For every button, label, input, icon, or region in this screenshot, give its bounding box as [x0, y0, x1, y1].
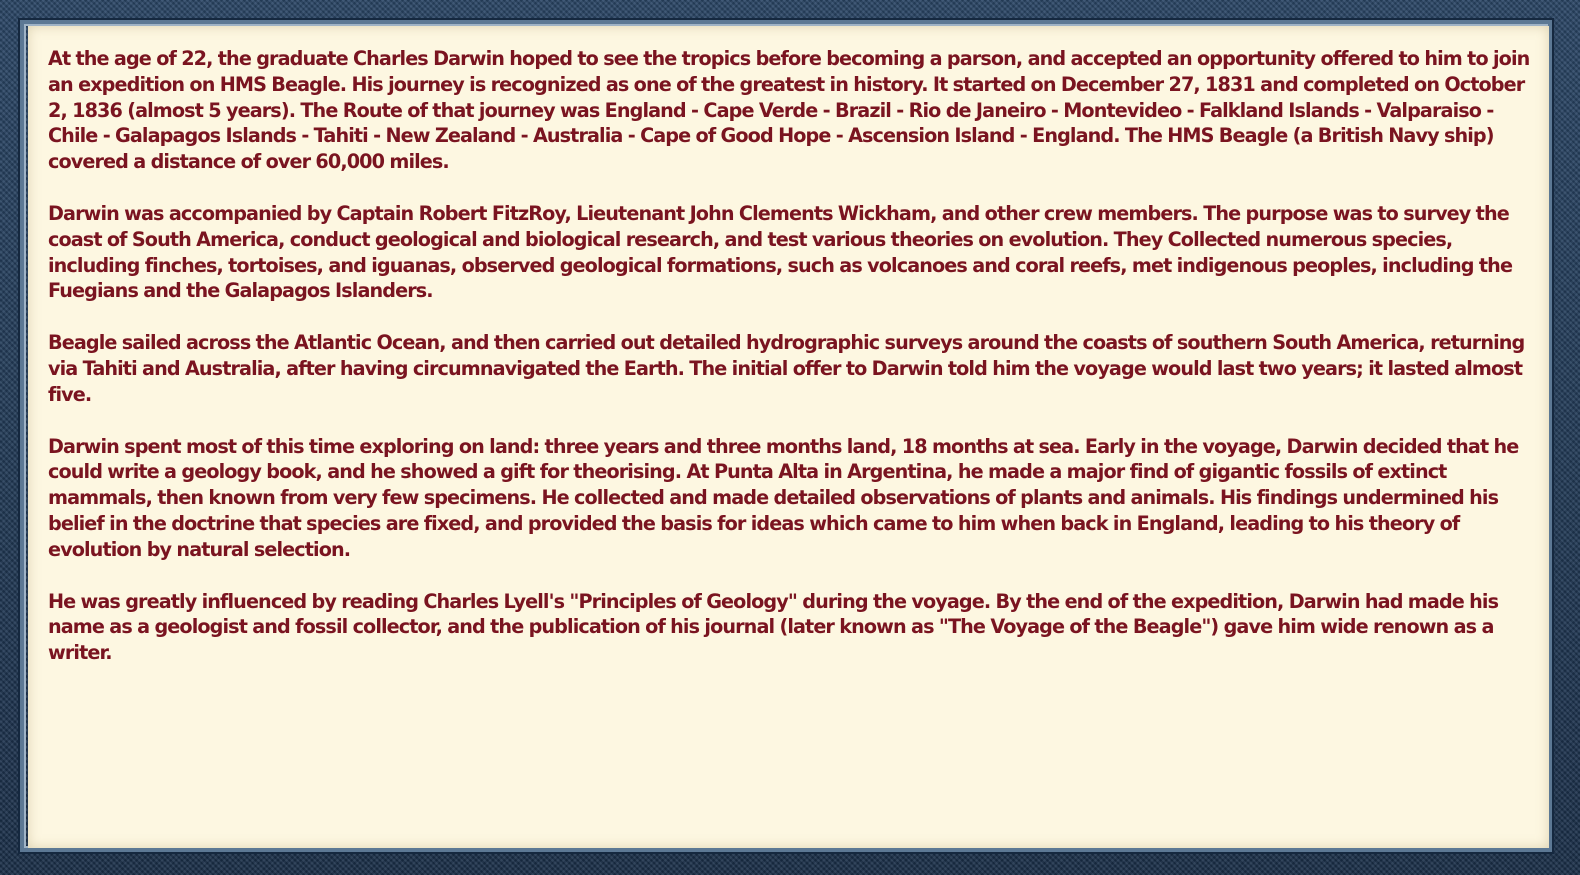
- text-panel: [28, 26, 1549, 848]
- paragraph-influence: He was greatly influenced by reading Charles Lyell's "Principles of Geology" during the voyage. By the end of the expedition, Darwin had made his name as a geologist and fossil collector, and the publication of his journal (later known as "The Voyage of the Beagle") gave him wide renown as a writer.: [48, 589, 1499, 665]
- paragraph-crew-and-purpose: Darwin was accompanied by Captain Robert FitzRoy, Lieutenant John Clements Wickham, and other crew members. The purpose was to survey the coast of South America, conduct geological and biological research, and test various theories on evolution. They Collected numerous species, including finches, tortoises, and iguanas, observed geological formations, such as volcanoes and coral reefs, met indigenous peoples, including the Fuegians and the Galapagos Islanders.: [48, 201, 1513, 303]
- paragraph-land-exploration: Darwin spent most of this time exploring on land: three years and three months land, 18 months at sea. Early in the voyage, Darwin decided that he could write a geology book, and he showed a gift for theorising. At Punta Alta in Argentina, he made a major find of gigantic fossils of extinct mammals, then known from very few specimens. He collected and made detailed observations of plants and animals. His findings undermined his belief in the doctrine that species are fixed, and provided the basis for ideas which came to him when back in England, leading to his theory of evolution by natural selection.: [48, 434, 1519, 561]
- paragraph-voyage-overview: At the age of 22, the graduate Charles Darwin hoped to see the tropics before becoming a parson, and accepted an opportunity offered to him to join an expedition on HMS Beagle. His journey is recognized as one of the greatest in history. It started on December 27, 1831 and completed on October 2, 1836 (almost 5 years). The Route of that journey was England - Cape Verde - Brazil - Rio de Janeiro - Montevideo - Falkland Islands - Valparaiso - Chile - Galapagos Islands - Tahiti - New Zealand - Australia - Cape of Good Hope - Ascension Island - England. The HMS Beagle (a British Navy ship) covered a distance of over 60,000 miles.: [48, 47, 1530, 174]
- paragraph-route: Beagle sailed across the Atlantic Ocean, and then carried out detailed hydrographic surveys around the coasts of southern South America, returning via Tahiti and Australia, after having circumnavigated the Earth. The initial offer to Darwin told him the voyage would last two years; it lasted almost five.: [48, 331, 1525, 406]
